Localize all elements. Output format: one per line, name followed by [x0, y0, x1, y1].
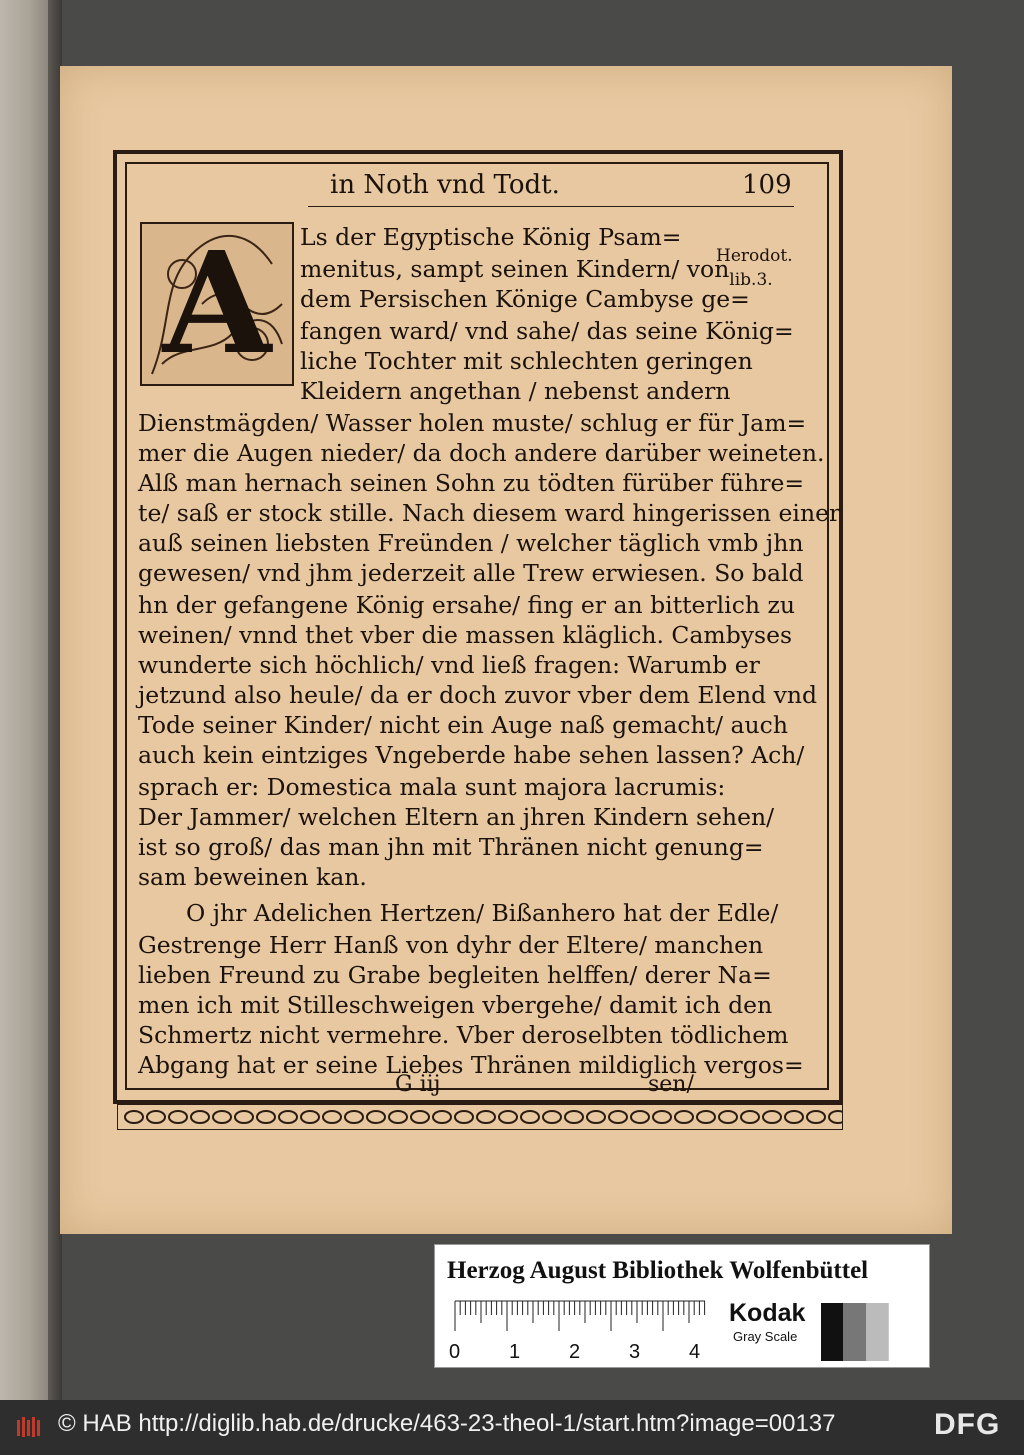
- ruler-number: 1: [509, 1341, 521, 1363]
- text-line: Ls der Egyptische König Psam=: [300, 223, 682, 251]
- text-line: Der Jammer/ welchen Eltern an jhren Kindern sehen/: [138, 803, 775, 831]
- catchword: sen/: [648, 1072, 694, 1097]
- ruler-number: 2: [569, 1341, 581, 1363]
- text-line: menitus, sampt seinen Kindern/ von: [300, 255, 730, 283]
- text-line: dem Persischen Könige Cambyse ge=: [300, 285, 750, 313]
- hab-logo-icon: [16, 1414, 42, 1440]
- text-line: Kleidern angethan / nebenst andern: [300, 377, 731, 405]
- kodak-subtitle: Gray Scale: [733, 1329, 798, 1344]
- text-line: men ich mit Stilleschweigen vbergehe/ damit ich den: [138, 991, 773, 1019]
- text-line: hn der gefangene König ersahe/ fing er an bitterlich zu: [138, 591, 795, 619]
- text-line: Dienstmägden/ Wasser holen muste/ schlug er für Jam=: [138, 409, 807, 437]
- decorated-initial: [140, 222, 294, 386]
- text-line: Schmertz nicht vermehre. Vber deroselbten tödlichem: [138, 1021, 789, 1049]
- ruler-number: 4: [689, 1341, 701, 1363]
- footer-bar: [0, 1400, 1024, 1455]
- text-line: sprach er: Domestica mala sunt majora lacrumis:: [138, 773, 726, 801]
- ruler-number: 0: [449, 1341, 461, 1363]
- text-line: mer die Augen nieder/ da doch andere darüber weineten.: [138, 439, 825, 467]
- text-line: ist so groß/ das man jhn mit Thränen nicht genung=: [138, 833, 764, 861]
- text-line: te/ saß er stock stille. Nach diesem ward hingerissen einer: [138, 499, 841, 527]
- book-cover-edge: [0, 0, 48, 1400]
- text-line: fangen ward/ vnd sahe/ das seine König=: [300, 317, 794, 345]
- text-line: Alß man hernach seinen Sohn zu tödten fürüber führe=: [138, 469, 805, 497]
- text-line: liche Tochter mit schlechten geringen: [300, 347, 753, 375]
- text-line: wunderte sich höchlich/ vnd ließ fragen: Warumb er: [138, 651, 760, 679]
- text-line: auß seinen liebsten Freünden / welcher täglich vmb jhn: [138, 529, 804, 557]
- text-line: Abgang hat er seine Liebes Thränen mildiglich vergos=: [138, 1051, 804, 1079]
- text-line: auch kein eintziges Vngeberde habe sehen lassen? Ach/: [138, 741, 805, 769]
- running-head: in Noth vnd Todt.: [330, 170, 560, 200]
- text-line: Gestrenge Herr Hanß von dyhr der Eltere/ manchen: [138, 931, 764, 959]
- dfg-logo: DFG: [934, 1408, 1001, 1441]
- margin-note: Herodot. lib.3.: [716, 246, 793, 290]
- ruler: [453, 1299, 715, 1359]
- text-line: Tode seiner Kinder/ nicht ein Auge naß gemacht/ auch: [138, 711, 788, 739]
- text-line: lieben Freund zu Grabe begleiten helffen/ derer Na=: [138, 961, 772, 989]
- text-line: jetzund also heule/ da er doch zuvor vber dem Elend vnd: [138, 681, 818, 709]
- library-color-label: [434, 1244, 930, 1368]
- signature-mark: G iij: [395, 1072, 441, 1097]
- header-rule: [308, 206, 794, 207]
- text-line: O jhr Adelichen Hertzen/ Bißanhero hat der Edle/: [186, 899, 779, 927]
- page-number: 109: [742, 170, 792, 200]
- footer-url[interactable]: © HAB http://diglib.hab.de/drucke/463-23-theol-1/start.htm?image=00137: [58, 1410, 836, 1437]
- kodak-brand: Kodak: [729, 1299, 806, 1327]
- label-title: Herzog August Bibliothek Wolfenbüttel: [447, 1257, 869, 1284]
- ornamental-border: [117, 1104, 843, 1130]
- ruler-number: 3: [629, 1341, 641, 1363]
- text-line: gewesen/ vnd jhm jederzeit alle Trew erwiesen. So bald: [138, 559, 804, 587]
- text-line: weinen/ vnnd thet vber die massen kläglich. Cambyses: [138, 621, 793, 649]
- text-line: sam beweinen kan.: [138, 863, 367, 891]
- gray-scale-swatches: [821, 1303, 911, 1361]
- initial-letter: A: [162, 222, 272, 386]
